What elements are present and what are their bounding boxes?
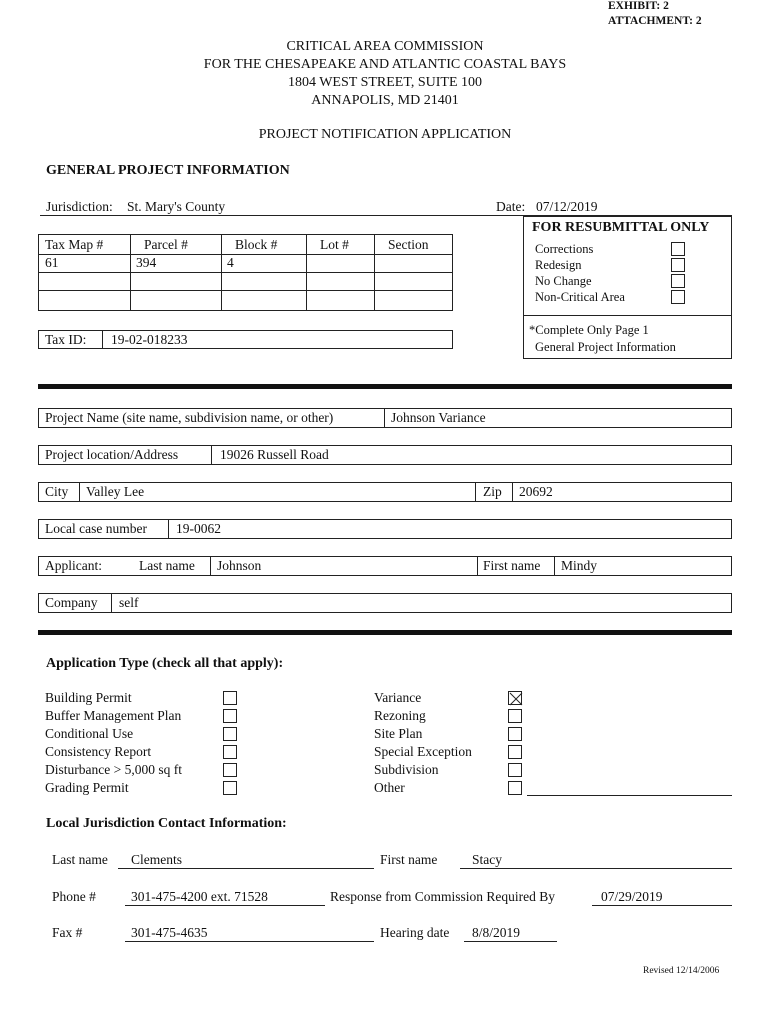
applicant-first-name-field[interactable]: Mindy	[561, 558, 598, 573]
app-type-consistency-report-label: Consistency Report	[45, 744, 152, 759]
company-row	[38, 593, 732, 613]
col-header-section: Section	[388, 237, 429, 252]
resubmittal-note-1: *Complete Only Page 1	[529, 323, 649, 337]
app-type-conditional-use-checkbox[interactable]	[223, 727, 237, 741]
applicant-last-name-label: Last name	[139, 558, 195, 573]
app-type-building-permit-checkbox[interactable]	[223, 691, 237, 705]
tax-id-row	[38, 330, 453, 349]
applicant-label: Applicant:	[45, 558, 102, 573]
block-cell[interactable]: 4	[227, 255, 234, 270]
resubmittal-note-2: General Project Information	[535, 340, 676, 354]
header-line-4: ANNAPOLIS, MD 21401	[311, 93, 459, 108]
resubmittal-non-critical-checkbox[interactable]	[671, 290, 685, 304]
app-type-site-plan-label: Site Plan	[374, 726, 423, 741]
tax-id-field[interactable]: 19-02-018233	[111, 332, 188, 347]
city-label: City	[45, 484, 69, 499]
hearing-date-label: Hearing date	[380, 925, 450, 940]
col-header-parcel: Parcel #	[144, 237, 188, 252]
header-line-1: CRITICAL AREA COMMISSION	[286, 39, 484, 54]
phone-field[interactable]: 301-475-4200 ext. 71528	[131, 889, 268, 904]
resubmittal-title: FOR RESUBMITTAL ONLY	[532, 220, 710, 235]
exhibit-label: EXHIBIT: 2	[608, 0, 669, 12]
contact-first-name-label: First name	[380, 852, 438, 867]
resubmittal-box	[523, 216, 732, 359]
phone-underline	[125, 905, 325, 906]
response-date-field[interactable]: 07/29/2019	[601, 889, 663, 904]
resubmittal-no-change-label: No Change	[535, 274, 592, 288]
tax-map-cell[interactable]: 61	[45, 255, 59, 270]
app-type-special-exception-checkbox[interactable]	[508, 745, 522, 759]
app-type-variance-checkbox[interactable]	[508, 691, 522, 705]
other-specify-line[interactable]	[527, 795, 732, 796]
app-type-disturbance-5-000-sq-ft-checkbox[interactable]	[223, 763, 237, 777]
app-type-subdivision-checkbox[interactable]	[508, 763, 522, 777]
date-label: Date:	[496, 199, 526, 214]
project-name-label: Project Name (site name, subdivision name, or other)	[45, 410, 334, 425]
local-case-label: Local case number	[45, 521, 147, 536]
app-type-buffer-management-plan-checkbox[interactable]	[223, 709, 237, 723]
checkmark-x-icon	[509, 692, 523, 706]
section-divider-bottom	[38, 630, 732, 635]
header-line-3: 1804 WEST STREET, SUITE 100	[287, 75, 483, 90]
app-type-grading-permit-label: Grading Permit	[45, 780, 129, 795]
contact-first-name-underline	[460, 868, 732, 869]
app-type-site-plan-checkbox[interactable]	[508, 727, 522, 741]
contact-last-name-field[interactable]: Clements	[131, 852, 182, 867]
zip-label: Zip	[483, 484, 502, 499]
fax-field[interactable]: 301-475-4635	[131, 925, 208, 940]
contact-first-name-field[interactable]: Stacy	[472, 852, 502, 867]
hearing-date-underline	[464, 941, 557, 942]
contact-last-name-label: Last name	[52, 852, 108, 867]
resubmittal-corrections-label: Corrections	[535, 242, 594, 256]
tax-id-label: Tax ID:	[45, 332, 87, 347]
parcel-cell[interactable]: 394	[136, 255, 157, 270]
col-header-tax-map: Tax Map #	[45, 237, 104, 252]
city-zip-row	[38, 482, 732, 502]
app-type-other-checkbox[interactable]	[508, 781, 522, 795]
date-field[interactable]: 07/12/2019	[536, 199, 598, 214]
contact-last-name-underline	[118, 868, 374, 869]
fax-label: Fax #	[52, 925, 83, 940]
project-name-row	[38, 408, 732, 428]
contact-heading: Local Jurisdiction Contact Information:	[46, 816, 287, 831]
app-type-subdivision-label: Subdivision	[374, 762, 439, 777]
app-type-buffer-management-plan-label: Buffer Management Plan	[45, 708, 182, 723]
project-location-field[interactable]: 19026 Russell Road	[220, 447, 329, 462]
commission-header	[0, 38, 770, 110]
app-type-variance-label: Variance	[374, 690, 422, 705]
revised-date: Revised 12/14/2006	[643, 966, 720, 976]
response-date-underline	[592, 905, 732, 906]
app-type-disturbance-5-000-sq-ft-label: Disturbance > 5,000 sq ft	[45, 762, 182, 777]
general-info-heading: GENERAL PROJECT INFORMATION	[46, 163, 290, 178]
form-title: PROJECT NOTIFICATION APPLICATION	[258, 127, 512, 142]
applicant-last-name-field[interactable]: Johnson	[217, 558, 262, 573]
resubmittal-redesign-checkbox[interactable]	[671, 258, 685, 272]
app-type-rezoning-label: Rezoning	[374, 708, 426, 723]
app-type-conditional-use-label: Conditional Use	[45, 726, 134, 741]
project-location-label: Project location/Address	[45, 447, 179, 462]
local-case-field[interactable]: 19-0062	[176, 521, 221, 536]
resubmittal-corrections-checkbox[interactable]	[671, 242, 685, 256]
applicant-first-name-label: First name	[483, 558, 541, 573]
jurisdiction-label: Jurisdiction:	[46, 199, 113, 214]
city-field[interactable]: Valley Lee	[86, 484, 145, 499]
parcel-table	[38, 234, 453, 311]
application-type-heading: Application Type (check all that apply):	[46, 656, 284, 671]
hearing-date-field[interactable]: 8/8/2019	[472, 925, 521, 940]
app-type-other-label: Other	[374, 780, 405, 795]
zip-field[interactable]: 20692	[519, 484, 553, 499]
app-type-special-exception-label: Special Exception	[374, 744, 472, 759]
app-type-grading-permit-checkbox[interactable]	[223, 781, 237, 795]
response-label: Response from Commission Required By	[330, 889, 555, 904]
col-header-block: Block #	[235, 237, 278, 252]
section-divider-top	[38, 384, 732, 389]
app-type-rezoning-checkbox[interactable]	[508, 709, 522, 723]
local-case-row	[38, 519, 732, 539]
project-name-field[interactable]: Johnson Variance	[391, 410, 486, 425]
app-type-building-permit-label: Building Permit	[45, 690, 132, 705]
app-type-consistency-report-checkbox[interactable]	[223, 745, 237, 759]
phone-label: Phone #	[52, 889, 96, 904]
resubmittal-no-change-checkbox[interactable]	[671, 274, 685, 288]
applicant-row	[38, 556, 732, 576]
company-field[interactable]: self	[119, 595, 139, 610]
jurisdiction-field[interactable]: St. Mary's County	[127, 199, 226, 214]
company-label: Company	[45, 595, 98, 610]
header-line-2: FOR THE CHESAPEAKE AND ATLANTIC COASTAL BAYS	[203, 57, 567, 72]
resubmittal-redesign-label: Redesign	[535, 258, 582, 272]
project-location-row	[38, 445, 732, 465]
fax-underline	[125, 941, 374, 942]
resubmittal-non-critical-label: Non-Critical Area	[535, 290, 625, 304]
col-header-lot: Lot #	[320, 237, 349, 252]
attachment-label: ATTACHMENT: 2	[608, 15, 702, 27]
